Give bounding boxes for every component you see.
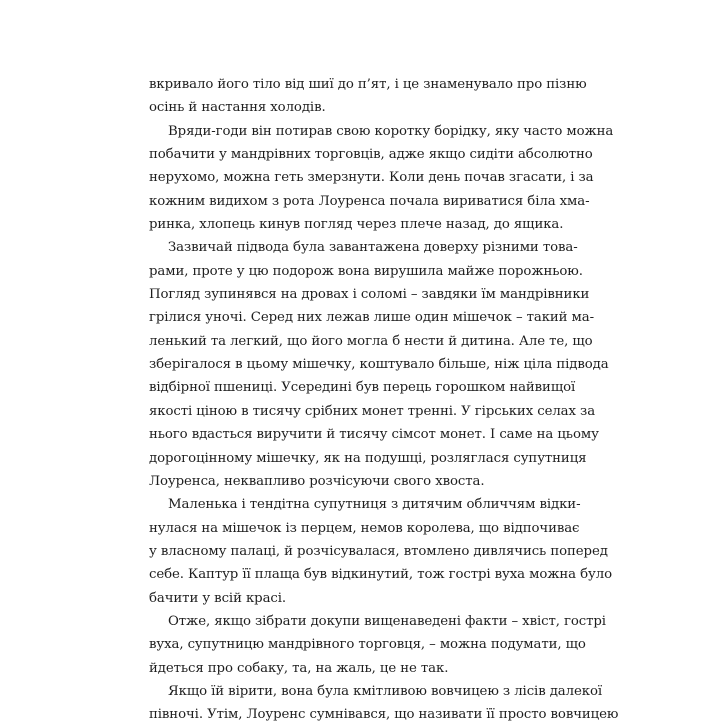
paragraph-2 <box>149 120 614 237</box>
text-line: бачити у всій красі. <box>149 590 287 606</box>
text-line: йдеться про собаку, та, на жаль, це не так. <box>149 660 449 676</box>
text-line: ринка, хлопець кинув погляд через плече назад, до ящика. <box>149 217 564 233</box>
text-line: нього вдасться виручити й тисячу сімсот монет. І саме на цьому <box>149 427 599 443</box>
text-line: у власному палаці, й розчісувалася, втомлено дивлячись поперед <box>149 543 608 559</box>
text-line: рами, проте у цю подорож вона вирушила майже порожньою. <box>149 263 583 279</box>
text-line: Погляд зупинявся на дровах і соломі – завдяки їм мандрівники <box>149 287 590 303</box>
text-line: побачити у мандрівних торговців, адже якщо сидіти абсолютно <box>149 147 593 163</box>
book-page <box>149 73 619 727</box>
paragraph-3 <box>149 236 609 493</box>
text-line: себе. Каптур її плаща був відкинутий, тож гострі вуха можна було <box>149 567 613 583</box>
text-line: Лоуренса, неквапливо розчісуючи свого хвоста. <box>149 473 485 489</box>
text-line: осінь й настання холодів. <box>149 100 326 116</box>
text-line: нерухомо, можна геть змерзнути. Коли день почав згасати, і за <box>149 170 594 186</box>
paragraph-1 <box>149 73 587 120</box>
text-line: дорогоцінному мішечку, як на подушці, розляглася супутниця <box>149 450 587 466</box>
text-line: Маленька і тендітна супутниця з дитячим обличчям відки- <box>168 497 581 513</box>
text-line: Зазвичай підвода була завантажена доверху різними това- <box>168 240 578 256</box>
text-line: вуха, супутницю мандрівного торговця, – можна подумати, що <box>149 637 586 653</box>
paragraph-4 <box>149 493 613 610</box>
text-line: Отже, якщо зібрати докупи вищенаведені факти – хвіст, гострі <box>168 613 606 629</box>
paragraph-5 <box>149 610 606 680</box>
text-line: кожним видихом з рота Лоуренса почала вириватися біла хма- <box>149 193 590 209</box>
text-line: Вряди-годи він потирав свою коротку борідку, яку часто можна <box>168 123 614 139</box>
text-line: Якщо їй вірити, вона була кмітливою вовчицею з лісів далекої <box>168 683 603 699</box>
text-line: півночі. Утім, Лоуренс сумнівався, що називати її просто вовчицею <box>149 707 619 723</box>
text-line: відбірної пшениці. Усередині був перець горошком найвищої <box>149 380 576 396</box>
text-line: нулася на мішечок із перцем, немов королева, що відпочиває <box>149 520 580 536</box>
text-line: ленький та легкий, що його могла б нести й дитина. Але те, що <box>149 333 593 349</box>
text-line: грілися уночі. Серед них лежав лише один мішечок – такий ма- <box>149 310 595 326</box>
text-line: якості ціною в тисячу срібних монет тренні. У гірських селах за <box>149 403 596 419</box>
text-line: зберігалося в цьому мішечку, коштувало більше, ніж ціла підвода <box>149 357 609 373</box>
text-line: вкривало його тіло від шиї до п’ят, і це знаменувало про пізню <box>149 77 587 92</box>
